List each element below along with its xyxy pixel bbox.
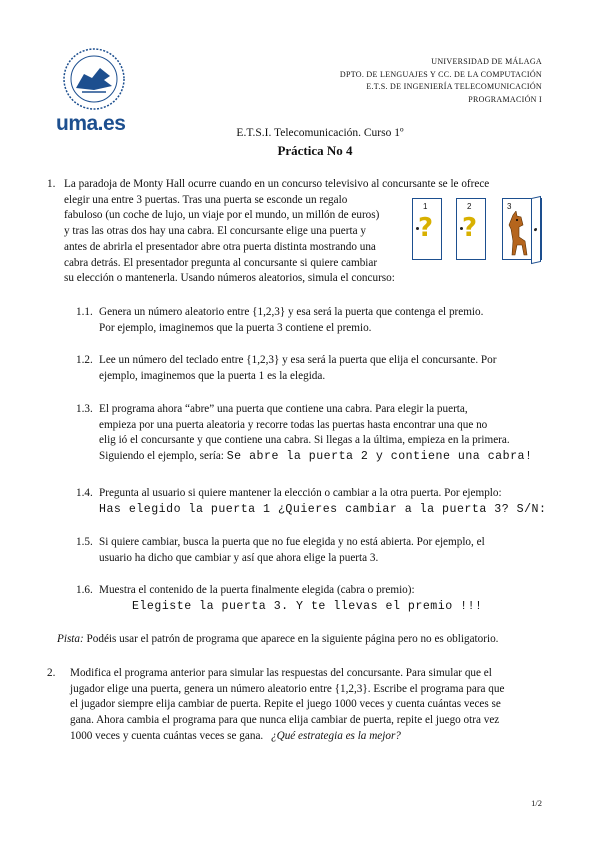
- text-line: fabuloso (un coche de lujo, un viaje por el mundo, un millón de euros): [64, 209, 380, 222]
- exercise-number: 1.: [47, 178, 56, 190]
- header-line: UNIVERSIDAD DE MÁLAGA: [431, 57, 542, 66]
- text-line: La paradoja de Monty Hall ocurre cuando en un concurso televisivo al concursante se le ofrece: [64, 178, 490, 190]
- question-mark-icon: ?: [418, 213, 434, 243]
- last-line-text: 1000 veces y cuenta cuántas veces se gana.: [70, 729, 264, 742]
- text-line: el jugador siempre elija cambiar de puerta. Repite el juego 1000 veces y cuenta cuántas veces se: [70, 698, 501, 711]
- text-line: usuario ha dicho que cambiar y así que ahora elige la puerta 3.: [99, 551, 379, 564]
- text-line: Pregunta al usuario si quiere mantener la elección o cambiar a la otra puerta. Por ejemplo:: [99, 487, 502, 499]
- hint-text: Podéis usar el patrón de programa que aparece en la siguiente página pero no es obligatorio.: [83, 633, 499, 645]
- door-number: 3: [507, 202, 512, 211]
- question-mark-icon: ?: [462, 213, 478, 243]
- course-subtitle: E.T.S.I. Telecomunicación. Curso 1º: [236, 127, 404, 139]
- page-number: 1/2: [531, 798, 542, 808]
- code-output: Se abre la puerta 2 y contiene una cabra!: [226, 450, 533, 464]
- text-line: Muestra el contenido de la puerta finalmente elegida (cabra o premio):: [99, 584, 415, 596]
- text-line: cabra detrás. El presentador pregunta al concursante si quiere cambiar: [64, 256, 378, 269]
- text-line: y tras las otras dos hay una cabra. El concursante elige una puerta y: [64, 225, 366, 238]
- logo-text: uma.es: [56, 112, 126, 135]
- header-line: PROGRAMACIÓN I: [468, 94, 542, 104]
- text-line: empieza por una puerta aleatoria y recorre todas las puertas hasta encontrar una que no: [99, 418, 488, 431]
- code-output: Has elegido la puerta 1 ¿Quieres cambiar a la puerta 3? S/N:: [99, 502, 547, 516]
- header-line: DPTO. DE LENGUAJES Y CC. DE LA COMPUTACIÓN: [339, 69, 542, 79]
- text-line: Si quiere cambiar, busca la puerta que no fue elegida y no está abierta. Por ejemplo, el: [99, 536, 485, 548]
- header-line: E.T.S. DE INGENIERÍA TELECOMUNICACIÓN: [366, 82, 542, 91]
- text-line: [70, 729, 550, 745]
- text-line: ejemplo, imaginemos que la puerta 1 es la elegida.: [99, 369, 326, 382]
- page-title: Práctica No 4: [277, 143, 353, 158]
- text-line: su elección o mantenerla. Usando números aleatorios, simula el concurso:: [64, 272, 395, 285]
- step-number: 1.2.: [76, 354, 93, 366]
- lead-text: Siguiendo el ejemplo, sería:: [99, 450, 227, 463]
- text-line: El programa ahora “abre” una puerta que contiene una cabra. Para elegir la puerta,: [99, 403, 468, 415]
- door-number: 1: [423, 202, 428, 211]
- text-line: gana. Ahora cambia el programa para que nunca elija cambiar de puerta, repite el juego otra vez: [70, 714, 500, 727]
- exercise-number: 2.: [47, 667, 56, 679]
- door-number: 2: [467, 202, 472, 211]
- text-line: elegir una entre 3 puertas. Tras una puerta se esconde un regalo: [64, 193, 348, 206]
- question-text: ¿Qué estrategia es la mejor?: [271, 729, 401, 742]
- step-number: 1.4.: [76, 487, 93, 499]
- text-line: elig ió el concursante y que contiene una cabra. Si llegas a la última, empieza en la primera.: [99, 434, 510, 447]
- text-line: Modifica el programa anterior para simular las respuestas del concursante. Para simular que el: [70, 667, 492, 679]
- text-line: antes de abrirla el presentador abre otra puerta distinta mostrando una: [64, 240, 376, 253]
- text-line: Por ejemplo, imaginemos que la puerta 3 contiene el premio.: [99, 321, 372, 334]
- code-output: Elegiste la puerta 3. Y te llevas el premio !!!: [132, 599, 483, 613]
- text-line: Genera un número aleatorio entre {1,2,3} y esa será la puerta que contenga el premio.: [99, 306, 484, 318]
- step-number: 1.6.: [76, 584, 93, 596]
- hint-label: Pista:: [57, 633, 84, 645]
- text-line: jugador elige una puerta, genera un número aleatorio entre {1,2,3}. Escribe el programa para que: [70, 682, 505, 695]
- step-number: 1.5.: [76, 536, 93, 548]
- exercise-text: [70, 666, 550, 745]
- text-line: Lee un número del teclado entre {1,2,3} y esa será la puerta que elija el concursante. Por: [99, 354, 497, 366]
- step-number: 1.3.: [76, 403, 93, 415]
- step-number: 1.1.: [76, 306, 93, 318]
